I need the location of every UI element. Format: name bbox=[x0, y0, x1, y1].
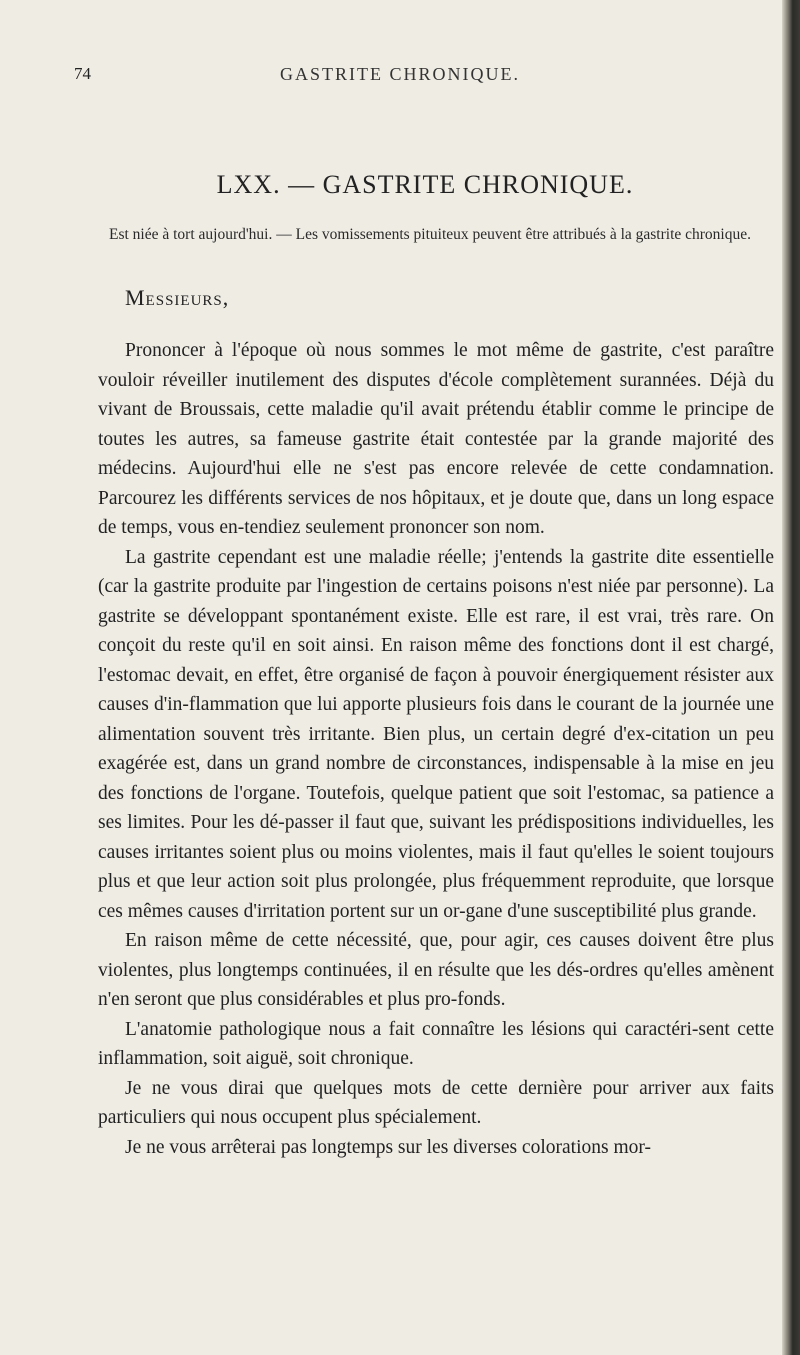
page-edge-shadow bbox=[782, 0, 800, 1355]
chapter-summary: Est niée à tort aujourd'hui. — Les vomissements pituiteux peuvent être attribués à la gastrite chronique. bbox=[109, 226, 751, 243]
chapter-title: LXX. — GASTRITE CHRONIQUE. bbox=[216, 170, 634, 199]
paragraph: La gastrite cependant est une maladie réelle; j'entends la gastrite dite essentielle (car la gastrite produite par l'ingestion de certains poisons n'est niée par personne). La gastrite se développant spontanément existe. Elle est rare, il est vrai, très rare. On conçoit du reste qu'il en soit ainsi. En raison même des fonctions dont il est chargé, l'estomac devait, en effet, être organisé de façon à pouvoir énergiquement résister aux causes d'in-flammation que lui apporte plusieurs fois dans le courant de la journée une alimentation souvent très irritante. Bien plus, un certain degré d'ex-citation un peu exagérée est, dans un grand nombre de circonstances, indispensable à la mise en jeu des fonctions de l'organe. Toutefois, quelque patient que soit l'estomac, sa patience a ses limites. Pour les dé-passer il faut que, suivant les prédispositions individuelles, les causes irritantes soient plus ou moins violentes, mais il faut qu'elles le soient toujours plus et que leur action soit plus prolongée, plus fréquemment reproduite, que lorsque ces mêmes causes d'irritation portent sur un or-gane d'une susceptibilité plus grande. bbox=[98, 546, 774, 922]
paragraph: L'anatomie pathologique nous a fait connaître les lésions qui caractéri-sent cette inflammation, soit aiguë, soit chronique. bbox=[98, 1018, 774, 1069]
paragraph: Je ne vous arrêterai pas longtemps sur les diverses colorations mor- bbox=[125, 1136, 651, 1158]
paragraph: En raison même de cette nécessité, que, pour agir, ces causes doivent être plus violentes, plus longtemps continuées, il en résulte que les dés-ordres qu'elles amènent n'en seront que plus considérables et plus pro-fonds. bbox=[98, 930, 774, 1010]
running-title: GASTRITE CHRONIQUE. bbox=[280, 64, 520, 84]
body-text bbox=[98, 336, 774, 1162]
running-head bbox=[0, 64, 800, 94]
page-number: 74 bbox=[74, 64, 91, 83]
salutation: Messieurs, bbox=[125, 285, 230, 310]
paragraph: Prononcer à l'époque où nous sommes le mot même de gastrite, c'est paraître vouloir réveiller inutilement des disputes d'école complètement surannées. Déjà du vivant de Broussais, cette maladie qu'il avait prétendu établir comme le principe de toutes les autres, sa fameuse gastrite était contestée par la grande majorité des médecins. Aujourd'hui elle ne s'est pas encore relevée de cette condamnation. Parcourez les différents services de nos hôpitaux, et je doute que, dans un long espace de temps, vous en-tendiez seulement prononcer son nom. bbox=[98, 340, 774, 538]
paragraph: Je ne vous dirai que quelques mots de cette dernière pour arriver aux faits particuliers qui nous occupent plus spécialement. bbox=[98, 1077, 774, 1128]
